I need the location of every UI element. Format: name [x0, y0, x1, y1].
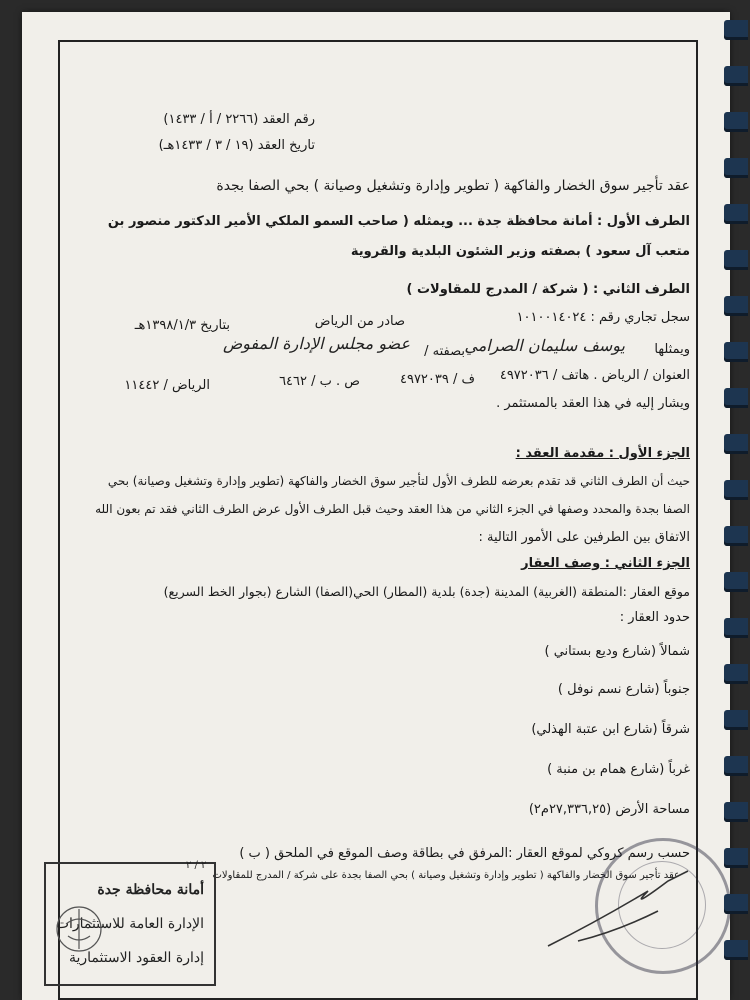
contract-date: تاريخ العقد (١٩ / ٣ / ١٤٣٣هـ): [158, 138, 315, 153]
fax: ف / ٤٩٧٢٠٣٩: [399, 372, 475, 387]
stamp-line3: إدارة العقود الاستثمارية: [68, 950, 204, 966]
representative-name: يوسف سليمان الصرامي: [464, 336, 625, 355]
issued-from: صادر من الرياض: [314, 314, 405, 329]
part1-line1: حيث أن الطرف الثاني قد تقدم بعرضه للطرف الأول لتأجير سوق الخضار والفاكهة (تطوير وإدارة وتشغيل وصيانة) بحي: [107, 474, 690, 488]
binding-ring: [724, 388, 748, 408]
capacity-label: بصفته /: [424, 344, 465, 359]
binding-ring: [724, 158, 748, 178]
signature-scribble-icon: [538, 851, 708, 961]
issue-date: بتاريخ ١٣٩٨/١/٣هـ: [134, 318, 230, 333]
company-seal: [595, 838, 731, 974]
capacity-value: عضو مجلس الإدارة المفوض: [222, 334, 410, 353]
binding-ring: [724, 204, 748, 224]
sketch-note: حسب رسم كروكي لموقع العقار :المرفق في بطاقة وصف الموقع في الملحق ( ب ): [239, 846, 690, 861]
part1-heading: الجزء الأول : مقدمة العقد :: [515, 446, 690, 461]
footer-note: عقد تأجير سوق الخضار والفاكهة ( تطوير وإدارة وتشغيل وصيانة ) بحي الصفا بجدة على شركة / المدرج للمقاولات: [212, 870, 680, 881]
contract-number: رقم العقد (٢٢٦٦ / أ / ١٤٣٣): [163, 112, 315, 127]
binding-ring: [724, 572, 748, 592]
binding-ring: [724, 618, 748, 638]
part2-heading: الجزء الثاني : وصف العقار: [521, 556, 690, 571]
po-box: ص . ب / ٦٤٦٢: [279, 374, 360, 389]
binding-ring: [724, 434, 748, 454]
stamp-line1: أمانة محافظة جدة: [97, 882, 204, 898]
institution-stamp: [44, 862, 216, 986]
represented-by-label: ويمثلها: [654, 342, 690, 357]
commercial-register: سجل تجاري رقم : ١٠١٠٠١٤٠٢٤: [516, 310, 690, 325]
binding-ring: [724, 296, 748, 316]
stamp-line2: الإدارة العامة للاستثمارات: [55, 916, 204, 932]
boundary-west: غرباً (شارع همام بن منبة ): [547, 762, 690, 777]
first-party-line1: الطرف الأول : أمانة محافظة جدة ... ويمثله ( صاحب السمو الملكي الأمير الدكتور منصور بن: [107, 214, 690, 229]
spiral-binding: [722, 0, 750, 1000]
second-party: الطرف الثاني : ( شركة / المدرج للمقاولات ): [406, 282, 690, 297]
boundary-south: جنوباً (شارع نسم نوفل ): [557, 682, 690, 697]
binding-ring: [724, 894, 748, 914]
city-zip: الرياض / ١١٤٤٢: [124, 378, 210, 393]
property-location: موقع العقار :المنطقة (الغربية) المدينة (جدة) بلدية (المطار) الحي(الصفا) الشارع (بجوار الخط السريع): [163, 584, 690, 599]
contract-title: عقد تأجير سوق الخضار والفاكهة ( تطوير وإدارة وتشغيل وصيانة ) بحي الصفا بجدة: [216, 178, 690, 194]
land-area: مساحة الأرض (٢٧,٣٣٦,٢٥م٢): [528, 802, 690, 817]
binding-ring: [724, 20, 748, 40]
binding-ring: [724, 250, 748, 270]
part1-line2: الصفا بجدة والمحدد وصفها في الجزء الثاني من هذا العقد وحيث قبل الطرف الأول عرض الطرف الثاني فقد تم بعون الله: [95, 502, 690, 516]
boundary-east: شرقاً (شارع ابن عتبة الهذلي): [531, 722, 690, 737]
binding-ring: [724, 480, 748, 500]
part1-line3: الاتفاق بين الطرفين على الأمور التالية :: [478, 530, 690, 545]
binding-ring: [724, 342, 748, 362]
binding-ring: [724, 802, 748, 822]
binding-ring: [724, 940, 748, 960]
address: العنوان / الرياض . هاتف / ٤٩٧٢٠٣٦: [499, 368, 690, 383]
binding-ring: [724, 112, 748, 132]
binding-ring: [724, 848, 748, 868]
page-marker: ٢ / ٢: [186, 860, 207, 871]
first-party-line2: متعب آل سعود ) بصفته وزير الشئون البلدية والقروية: [350, 244, 690, 259]
referred-as: ويشار إليه في هذا العقد بالمستثمر .: [496, 396, 690, 411]
binding-ring: [724, 66, 748, 86]
binding-ring: [724, 664, 748, 684]
emblem-icon: [54, 894, 104, 964]
boundary-north: شمالاً (شارع وديع بستاني ): [544, 644, 690, 659]
binding-ring: [724, 526, 748, 546]
boundaries-label: حدود العقار :: [619, 610, 690, 625]
binding-ring: [724, 710, 748, 730]
binding-ring: [724, 756, 748, 776]
